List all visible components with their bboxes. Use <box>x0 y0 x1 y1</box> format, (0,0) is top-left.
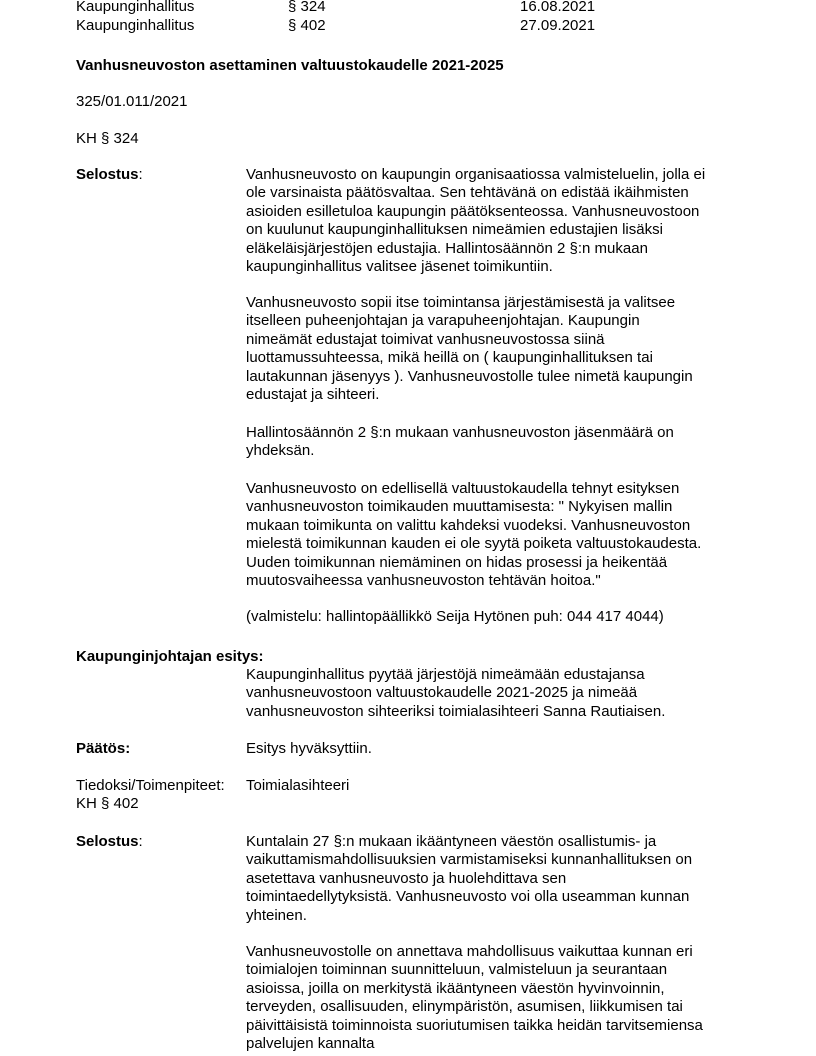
text-line: yhdeksän. <box>246 442 315 460</box>
text-line: Kuntalain 27 §:n mukaan ikääntyneen väestön osallistumis- ja <box>246 833 657 850</box>
decision-text: Esitys hyväksyttiin. <box>246 740 372 757</box>
selostus-2-para-2 <box>246 943 746 1053</box>
text-line: itselleen puheenjohtajan ja varapuheenjohtajan. Kaupungin <box>246 312 640 330</box>
text-line: on kuulunut kaupunginhallituksen nimeämien edustajien lisäksi <box>246 221 663 239</box>
text-line: päivittäisistä toiminnoista suoriutumisen taikka heidän tarvitsemiensa <box>246 1016 703 1034</box>
text-line: kaupunginhallitus valitsee jäsenet toimikuntiin. <box>246 258 553 276</box>
text-line: ole varsinaista päätösvaltaa. Sen tehtävänä on edistää ikäihmisten <box>246 184 689 202</box>
text-line: mukaan toimikunta on valittu kahdeksi vuodeksi. Vanhusneuvoston <box>246 516 691 534</box>
text-line: terveyden, osallisuuden, elinympäristön, asumisen, liikkumisen tai <box>246 998 683 1016</box>
text-line: Vanhusneuvostolle on annettava mahdollisuus vaikuttaa kunnan eri <box>246 943 693 960</box>
text-line: luottamussuhteessa, mikä heillä on ( kaupunginhallituksen tai <box>246 349 653 367</box>
header-section-1: § 324 <box>288 0 326 15</box>
text-line: Uuden toimikunnan niemäminen on hidas prosessi ja heikentää <box>246 553 668 571</box>
text-line: Kaupunginhallitus pyytää järjestöjä nimeämään edustajansa <box>246 666 645 683</box>
text-line: toimintaedellytyksistä. Vanhusneuvosto voi olla useamman kunnan <box>246 888 690 906</box>
document-title: Vanhusneuvoston asettaminen valtuustokaudelle 2021-2025 <box>76 57 504 74</box>
selostus-label-1: Selostus: <box>76 166 143 183</box>
preparer-note <box>246 608 746 626</box>
notice-value: Toimialasihteeri <box>246 777 350 794</box>
text-line: nimeämät edustajat toimivat vanhusneuvostossa siinä <box>246 330 605 348</box>
text-line: vaikuttamismahdollisuuksien varmistamiseksi kunnanhallituksen on <box>246 851 693 869</box>
selostus-1-para-1 <box>246 166 746 276</box>
selostus-1-para-2 <box>246 294 746 404</box>
text-line: (valmistelu: hallintopäällikkö Seija Hytönen puh: 044 417 4044) <box>246 608 664 625</box>
text-line: muutosvaiheessa vanhusneuvoston tehtävän hoitoa." <box>246 572 601 590</box>
header-date-1: 16.08.2021 <box>520 0 596 15</box>
text-line: asioiden esilletuloa kaupungin päätöksenteossa. Vanhusneuvostoon <box>246 202 700 220</box>
text-line: Vanhusneuvosto sopii itse toimintansa järjestämisestä ja valitsee <box>246 294 676 311</box>
text-line: asetettava vanhusneuvosto ja huolehdittava sen <box>246 869 567 887</box>
section-ref-402: KH § 402 <box>76 795 139 812</box>
header-date-2: 27.09.2021 <box>520 17 596 34</box>
proposal-label: Kaupunginjohtajan esitys: <box>76 648 264 665</box>
text-line: toimialojen toiminnan suunnitteluun, valmisteluun ja seurantaan <box>246 961 668 979</box>
text-line: asioissa, joilla on merkitystä ikääntyneen väestön hyvinvoinnin, <box>246 979 665 997</box>
header-section-2: § 402 <box>288 17 326 34</box>
text-line: Vanhusneuvosto on edellisellä valtuustokaudella tehnyt esityksen <box>246 480 680 497</box>
selostus-1-para-3 <box>246 424 746 461</box>
selostus-1-para-4 <box>246 480 746 590</box>
text-line: yhteinen. <box>246 906 307 924</box>
text-line: vanhusneuvoston sihteeriksi toimialasihteeri Sanna Rautiaisen. <box>246 702 666 720</box>
text-line: edustajat ja sihteeri. <box>246 386 380 404</box>
text-line: eläkeläisjärjestöjen edustajia. Hallintosäännön 2 §:n mukaan <box>246 239 648 257</box>
selostus-label-2: Selostus: <box>76 833 143 850</box>
text-line: Vanhusneuvosto on kaupungin organisaatiossa valmisteluelin, jolla ei <box>246 166 706 183</box>
header-body-2: Kaupunginhallitus <box>76 17 195 34</box>
text-line: Hallintosäännön 2 §:n mukaan vanhusneuvoston jäsenmäärä on <box>246 424 674 441</box>
text-line: vanhusneuvostoon valtuustokaudelle 2021-2025 ja nimeää <box>246 684 638 702</box>
header-body-1: Kaupunginhallitus <box>76 0 195 15</box>
section-ref-324: KH § 324 <box>76 130 139 147</box>
notice-label: Tiedoksi/Toimenpiteet: <box>76 777 225 794</box>
record-number: 325/01.011/2021 <box>76 93 188 110</box>
proposal-text <box>246 666 746 721</box>
text-line: palvelujen kannalta <box>246 1035 375 1053</box>
text-line: vanhusneuvoston toimikauden muuttamisesta: " Nykyisen mallin <box>246 498 673 516</box>
text-line: lautakunnan jäsenyys ). Vanhusneuvostolle tulee nimetä kaupungin <box>246 367 693 385</box>
selostus-2-para-1 <box>246 833 746 925</box>
text-line: mielestä toimikunnan kauden ei ole syytä poiketa valtuustokaudesta. <box>246 535 702 553</box>
decision-label: Päätös: <box>76 740 131 757</box>
